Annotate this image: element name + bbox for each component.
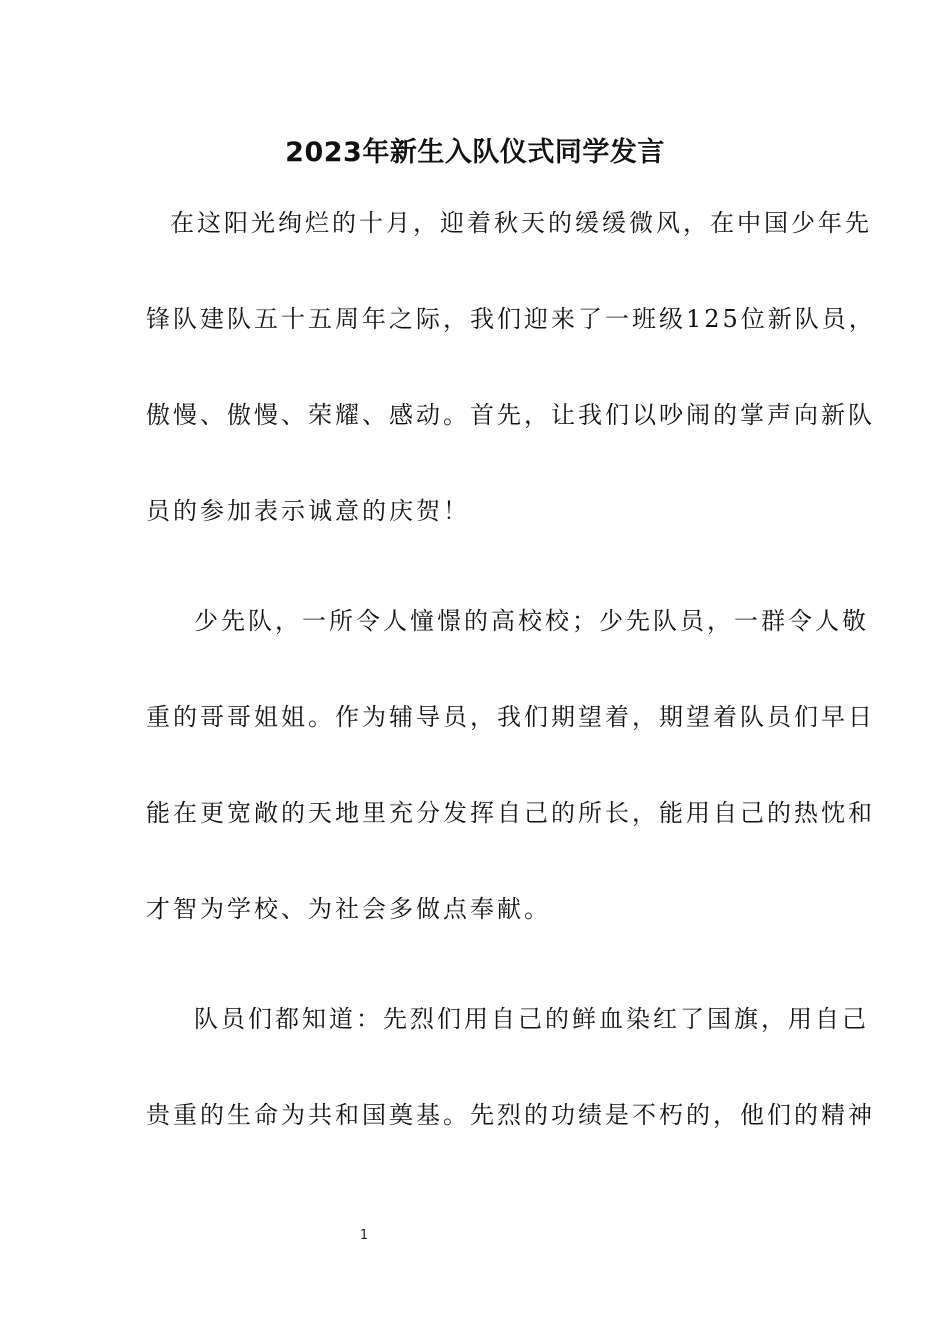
paragraph-1-line-2: 锋队建队五十五周年之际，我们迎来了一班级125位新队员， — [146, 305, 876, 333]
paragraph-1-line-3: 傲慢、傲慢、荣耀、感动。首先，让我们以吵闹的掌声向新队 — [146, 401, 875, 429]
page-number: 1 — [359, 1228, 369, 1243]
paragraph-2-line-1: 少先队，一所令人憧憬的高校校；少先队员，一群令人敬 — [194, 607, 869, 635]
document-title: 2023年新生入队仪式同学发言 — [285, 137, 665, 168]
paragraph-2-line-2: 重的哥哥姐姐。作为辅导员，我们期望着，期望着队员们早日 — [146, 703, 875, 731]
paragraph-3-line-2: 贵重的生命为共和国奠基。先烈的功绩是不朽的，他们的精神 — [146, 1101, 875, 1129]
paragraph-2-line-4: 才智为学校、为社会多做点奉献。 — [146, 895, 551, 923]
paragraph-1-line-1: 在这阳光绚烂的十月，迎着秋天的缓缓微风，在中国少年先 — [170, 209, 872, 237]
paragraph-3-line-1: 队员们都知道：先烈们用自己的鲜血染红了国旗，用自己 — [194, 1005, 869, 1033]
paragraph-1-line-4: 员的参加表示诚意的庆贺！ — [146, 497, 470, 525]
paragraph-2-line-3: 能在更宽敞的天地里充分发挥自己的所长，能用自己的热忱和 — [146, 799, 875, 827]
